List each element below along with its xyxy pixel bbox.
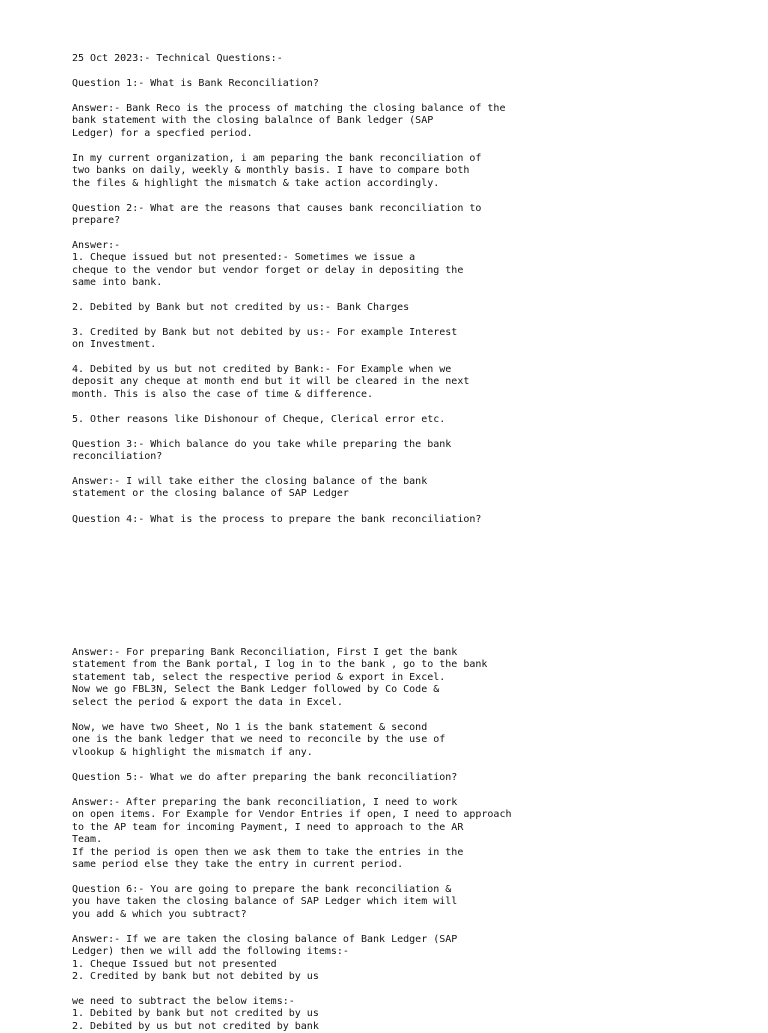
text-block: Now, we have two Sheet, No 1 is the bank statement & second one is the bank ledger that we need to reconcile by the use of vlookup & highlight the mismatch if any. [72,722,446,758]
text-block: 4. Debited by us but not credited by Bank:- For Example when we deposit any cheque at month end but it will be cleared in the next month. This is also the case of time & difference. [72,364,470,400]
text-block: Answer:- If we are taken the closing balance of Bank Ledger (SAP Ledger) then we will add the following items:- 1. Cheque Issued but not presented 2. Credited by bank but not debited by us [72,934,458,983]
text-block: Question 5:- What we do after preparing the bank reconciliation? [72,772,458,783]
text-block: Answer:- After preparing the bank reconciliation, I need to work on open items. For Example for Vendor Entries if open, I need to approach to the AP team for incoming Payment, I need to approach to the AR Team. If the period is open then we ask them to take the entries in the same period else they take the entry in current period. [72,797,512,871]
text-block: 3. Credited by Bank but not debited by us:- For example Interest on Investment. [72,327,458,351]
text-block: 25 Oct 2023:- Technical Questions:- [72,53,283,64]
text-block: Answer:- Bank Reco is the process of matching the closing balance of the bank statement with the closing balalnce of Bank ledger (SAP Ledger) for a specfied period. [72,103,506,139]
text-block: Answer:- 1. Cheque issued but not presented:- Sometimes we issue a cheque to the vendor but vendor forget or delay in depositing the same into bank. [72,240,464,289]
text-block: we need to subtract the below items:- 1. Debited by bank but not credited by us 2. Debited by us but not credited by bank [72,996,319,1032]
text-block: Answer:- For preparing Bank Reconciliation, First I get the bank statement from the Bank portal, I log in to the bank , go to the bank statement tab, select the respective period & export in Excel. Now we go FBL3N, Select the Bank Ledger followed by Co Code & select the period & export the data in Excel. [72,647,488,708]
text-block: Question 2:- What are the reasons that causes bank reconciliation to prepare? [72,203,482,227]
text-block: 2. Debited by Bank but not credited by us:- Bank Charges [72,302,410,313]
text-block: Question 1:- What is Bank Reconciliation? [72,78,319,89]
text-block: 5. Other reasons like Dishonour of Cheque, Clerical error etc. [72,414,446,425]
text-block: Question 6:- You are going to prepare the bank reconciliation & you have taken the closing balance of SAP Ledger which item will you add & which you subtract? [72,884,458,920]
text-block: In my current organization, i am peparing the bank reconciliation of two banks on daily, weekly & monthly basis. I have to compare both the files & highlight the mismatch & take action accordingly. [72,153,482,189]
text-block: Answer:- I will take either the closing balance of the bank statement or the closing balance of SAP Ledger [72,476,428,500]
document-page [72,0,732,1032]
text-block: Question 3:- Which balance do you take while preparing the bank reconciliation? [72,439,452,463]
text-block: Question 4:- What is the process to prepare the bank reconciliation? [72,514,482,525]
